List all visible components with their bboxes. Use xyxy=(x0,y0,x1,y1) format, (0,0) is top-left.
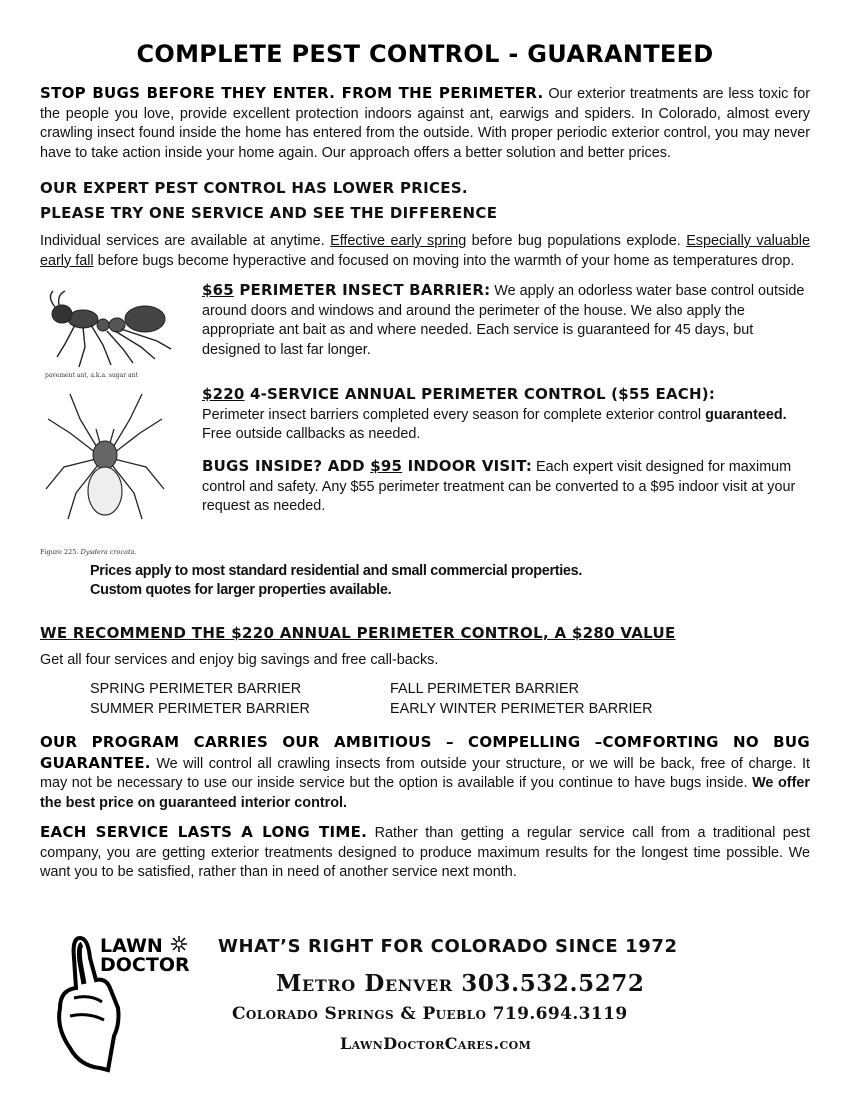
logo-text-doctor: DOCTOR xyxy=(100,954,190,976)
annual-body-1: Perimeter insect barriers completed every season for complete exterior control xyxy=(202,406,706,423)
barrier-price: $65 xyxy=(202,281,234,299)
list-item: EARLY WINTER PERIMETER BARRIER xyxy=(390,700,653,717)
barrier-body: We apply an odorless water base control outside around doors and windows and around the perimeter of the house. We also apply the appropriate ant bait as and where needed. Each service is guaranteed for 45 days, but designed to last far longer. xyxy=(202,283,805,358)
recommend-heading: WE RECOMMEND THE $220 ANNUAL PERIMETER CONTROL, A $280 VALUE xyxy=(40,624,676,642)
list-item: SUMMER PERIMETER BARRIER xyxy=(90,700,310,717)
intro-body: Our exterior treatments are less toxic for the people you love, provide excellent protection indoors against ant, earwigs and spiders. In Colorado, almost every crawling insect found inside the home has entered from the outside. With proper periodic exterior control, you may never have to take action inside your home again. Our approach offers a better solution and better prices. xyxy=(40,86,810,161)
spider-caption-species: Dysdera crocata. xyxy=(80,548,137,556)
footer-website: LawnDoctorCares.com xyxy=(340,1034,532,1053)
recommend-intro: Get all four services and enjoy big savings and free call-backs. xyxy=(40,652,439,668)
program-bold: We offer the best price on guaranteed interior control. xyxy=(40,775,810,811)
inside-price: $95 xyxy=(370,457,403,475)
each-service-paragraph xyxy=(40,823,810,883)
logo-text-lawn: LAWN xyxy=(100,935,163,957)
service-list xyxy=(90,680,810,719)
annual-title: 4-SERVICE ANNUAL PERIMETER CONTROL ($55 EACH): xyxy=(244,385,716,403)
ant-illustration xyxy=(45,289,175,379)
inside-title-post: INDOOR VISIT: xyxy=(402,457,533,475)
spider-caption xyxy=(40,548,137,556)
expert-line-1: OUR EXPERT PEST CONTROL HAS LOWER PRICES. xyxy=(40,179,468,197)
page-title: COMPLETE PEST CONTROL - GUARANTEED xyxy=(136,40,714,68)
intro-paragraph xyxy=(40,84,810,163)
service-indoor-visit xyxy=(202,457,812,517)
expert-line-2: PLEASE TRY ONE SERVICE AND SEE THE DIFFERENCE xyxy=(40,204,498,222)
footer-tagline: WHAT’S RIGHT FOR COLORADO SINCE 1972 xyxy=(218,936,678,957)
prices-note-line-1: Prices apply to most standard residential and small commercial properties. xyxy=(90,563,583,579)
footer xyxy=(40,928,810,1078)
early-spring-text: Effective early spring xyxy=(330,233,467,249)
program-paragraph xyxy=(40,733,810,813)
timing-paragraph xyxy=(40,232,810,271)
annual-body-2: Free outside callbacks as needed. xyxy=(202,426,421,442)
annual-price: $220 xyxy=(202,385,245,403)
inside-body: Each expert visit designed for maximum control and safety. Any $55 perimeter treatment can be converted to a $95 indoor visit at your request as needed. xyxy=(202,459,796,514)
list-item: SPRING PERIMETER BARRIER xyxy=(90,681,302,697)
spider-caption-prefix: Figure 225. xyxy=(40,548,79,556)
service-annual-control xyxy=(202,385,812,445)
inside-title-pre: BUGS INSIDE? ADD xyxy=(202,457,371,475)
annual-guaranteed: guaranteed. xyxy=(705,406,787,423)
services-section xyxy=(40,281,810,556)
expert-heading xyxy=(40,176,810,226)
ant-caption: pavement ant, a.k.a. sugar ant xyxy=(45,372,138,379)
early-fall-text: Especially valuable early fall xyxy=(40,233,810,269)
prices-note-line-2: Custom quotes for larger properties available. xyxy=(90,582,392,598)
program-body: We will control all crawling insects from outside your structure, or we will be back, free of charge. It may not be necessary to use our inside service but the option is available if you continue to have bugs inside. xyxy=(40,755,810,791)
list-item: FALL PERIMETER BARRIER xyxy=(390,681,579,697)
timing-text-2: before bug populations explode. xyxy=(466,233,687,249)
intro-heading: STOP BUGS BEFORE THEY ENTER. FROM THE PERIMETER. xyxy=(40,84,544,102)
footer-springs-phone: Colorado Springs & Pueblo 719.694.3119 xyxy=(232,1004,628,1024)
footer-denver-phone: Metro Denver 303.532.5272 xyxy=(276,970,645,997)
service-perimeter-barrier xyxy=(202,281,812,360)
each-heading: EACH SERVICE LASTS A LONG TIME. xyxy=(40,823,368,841)
lawn-doctor-logo xyxy=(50,928,210,1073)
barrier-title: PERIMETER INSECT BARRIER: xyxy=(233,281,491,299)
spider-illustration xyxy=(40,389,170,559)
timing-text-1: Individual services are available at anytime. xyxy=(40,233,331,249)
timing-text-3: before bugs become hyperactive and focused on moving into the warmth of your home as temperatures drop. xyxy=(93,252,795,269)
prices-note xyxy=(90,562,810,600)
program-heading: OUR PROGRAM CARRIES OUR AMBITIOUS – COMPELLING –COMFORTING NO BUG GUARANTEE. xyxy=(40,733,810,772)
flyer-page xyxy=(40,40,810,883)
each-body: Rather than getting a regular service call from a traditional pest company, you are getting exterior treatments designed to produce maximum results for the longest time possible. We want you to be satisfied, rather than in need of another service next month. xyxy=(40,825,810,880)
